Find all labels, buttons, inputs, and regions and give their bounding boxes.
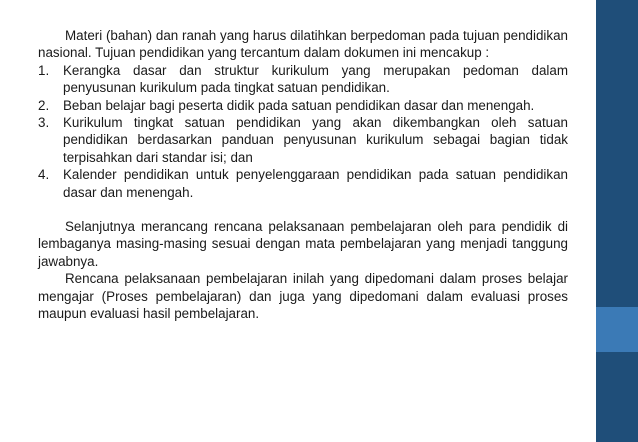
- rpp-usage-paragraph: Rencana pelaksanaan pembelajaran inilah yang dipedomani dalam proses belajar mengajar (Proses pembelajaran) dan juga yang dipedomani dalam evaluasi proses maupun evaluasi hasil pembelajaran.: [38, 271, 568, 322]
- list-item: [38, 97, 568, 114]
- list-item-text: Beban belajar bagi peserta didik pada satuan pendidikan dasar dan menengah.: [63, 97, 535, 113]
- requirements-list: [38, 62, 568, 201]
- decorative-sidebar: [596, 0, 638, 442]
- list-item-number: 3.: [38, 115, 50, 131]
- list-item-number: 4.: [38, 167, 50, 183]
- list-item: [38, 114, 568, 166]
- rpp-design-paragraph: Selanjutnya merancang rencana pelaksanaan pembelajaran oleh para pendidik di lembaganya masing-masing sesuai dengan mata pembelajaran yang menjadi tanggung jawabnya.: [38, 219, 568, 269]
- intro-paragraph: Materi (bahan) dan ranah yang harus dilatihkan berpedoman pada tujuan pendidikan nasional. Tujuan pendidikan yang tercantum dalam dokumen ini mencakup :: [38, 28, 568, 61]
- sidebar-accent-block: [596, 307, 638, 352]
- paragraph-spacer: [38, 201, 568, 218]
- list-item-text: Kalender pendidikan untuk penyelenggaraan pendidikan pada satuan pendidikan dasar dan menengah.: [63, 167, 568, 200]
- list-item: [38, 166, 568, 201]
- slide-text-body: [38, 27, 568, 323]
- list-item-text: Kurikulum tingkat satuan pendidikan yang akan dikembangkan oleh satuan pendidikan berdasarkan panduan penyusunan kurikulum sebagai bagian tidak terpisahkan dari standar isi; dan: [63, 115, 568, 165]
- list-item-number: 2.: [38, 97, 50, 113]
- list-item-number: 1.: [38, 62, 50, 78]
- list-item-text: Kerangka dasar dan struktur kurikulum yang merupakan pedoman dalam penyusunan kurikulum pada tingkat satuan pendidikan.: [63, 62, 568, 96]
- list-item: [38, 62, 568, 97]
